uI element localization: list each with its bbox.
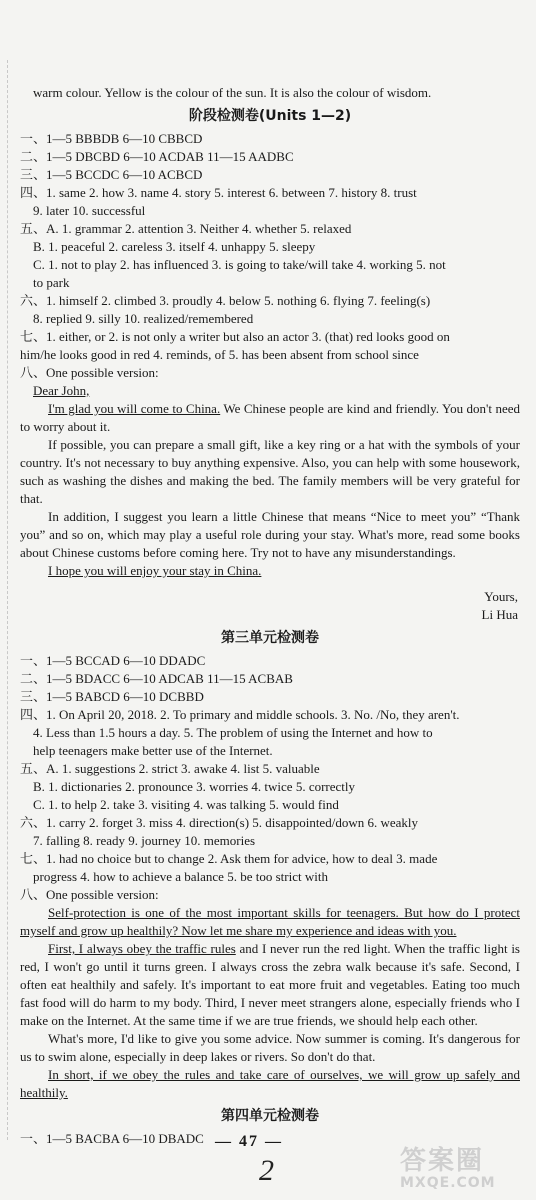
answer-line: 六、1. himself 2. climbed 3. proudly 4. below 5. nothing 6. flying 7. feeling(s): [20, 293, 431, 308]
answer-line: to park: [33, 275, 70, 290]
answer-line: C. 1. not to play 2. has influenced 3. is going to take/will take 4. working 5. not: [33, 257, 446, 272]
handwritten-mark: 2: [259, 1154, 274, 1187]
answer-line: 五、A. 1. grammar 2. attention 3. Neither 4. whether 5. relaxed: [20, 221, 352, 236]
underlined-sentence: Self-protection is one of the most important skills for teenagers. But how do I protect myself and grow up healthily? Now let me share my experience and ideas with you.: [20, 905, 520, 938]
answer-line: 三、1—5 BCCDC 6—10 ACBCD: [20, 167, 203, 182]
underlined-sentence: In short, if we obey the rules and take care of ourselves, we will grow up safely and healthily.: [20, 1067, 520, 1100]
answer-line: help teenagers make better use of the Internet.: [33, 743, 273, 758]
page-content: [20, 84, 520, 1148]
answer-line: 八、One possible version:: [20, 365, 159, 380]
answer-line: 四、1. On April 20, 2018. 2. To primary and middle schools. 3. No. /No, they aren't.: [20, 707, 460, 722]
answer-line: 七、1. had no choice but to change 2. Ask them for advice, how to deal 3. made: [20, 851, 438, 866]
letter-signature: Li Hua: [481, 607, 518, 622]
answer-line: 七、1. either, or 2. is not only a writer but also an actor 3. (that) red looks good on: [20, 329, 450, 344]
underlined-sentence: I'm glad you will come to China.: [48, 401, 221, 416]
answer-line: progress 4. how to achieve a balance 5. be too strict with: [33, 869, 328, 884]
binding-gutter-line: [7, 60, 8, 1140]
letter-closing: Yours,: [484, 589, 518, 604]
section-title-unit-3: 第三单元检测卷: [221, 630, 319, 646]
answer-line: 二、1—5 DBCBD 6—10 ACDAB 11—15 AADBC: [20, 149, 294, 164]
essay-paragraph: [20, 940, 520, 1030]
essay-paragraph: [20, 400, 520, 436]
answer-line: 五、A. 1. suggestions 2. strict 3. awake 4. list 5. valuable: [20, 761, 320, 776]
essay-paragraph: [20, 1066, 520, 1102]
answer-line: 八、One possible version:: [20, 887, 159, 902]
site-watermark-logo: [400, 1140, 530, 1196]
essay-paragraph: If possible, you can prepare a small gift, like a key ring or a hat with the symbols of your country. It's not necessary to buy anything expensive. Also, you can help with some housework, such as washing the dishes and making the bed. The family members will be very grateful for that.: [20, 437, 520, 506]
answer-line: 8. replied 9. silly 10. realized/remembered: [33, 311, 254, 326]
answer-line: 9. later 10. successful: [33, 203, 146, 218]
sentence: We Chinese people are kind and friendly. You don't need to worry about it.: [20, 401, 520, 434]
underlined-sentence: I hope you will enjoy your stay in China.: [48, 563, 262, 578]
page-number: — 47 —: [215, 1133, 283, 1150]
essay-paragraph: In addition, I suggest you learn a little Chinese that means “Nice to meet you” “Thank you” and so on, which may play a useful role during your stay. What's more, read some books about Chinese customs before coming here. Try not to have any misunderstandings.: [20, 509, 520, 560]
essay-paragraph: [20, 904, 520, 940]
answer-line: B. 1. peaceful 2. careless 3. itself 4. unhappy 5. sleepy: [33, 239, 316, 254]
answer-line: him/he looks good in red 4. reminds, of 5. has been absent from school since: [20, 347, 419, 362]
watermark-text-top: 答案圈: [400, 1146, 485, 1176]
answer-line: C. 1. to help 2. take 3. visiting 4. was talking 5. would find: [33, 797, 339, 812]
answer-line: 7. falling 8. ready 9. journey 10. memories: [33, 833, 256, 848]
letter-greeting: Dear John,: [33, 383, 90, 398]
answer-line: 一、1—5 BBBDB 6—10 CBBCD: [20, 131, 203, 146]
sentence: and I never run the red light. When the traffic light is red, I won't go until it turns green. I always cross the zebra walk because it's safe. Second, I often eat healthily and safely. It's important to eat more fruit and vegetables. Eating too much fast food will do harm to my body. Third, I never meet strangers alone, especially friends who I make on the Internet. At the same time if we are true friends, we should help each other.: [20, 941, 520, 1028]
answer-line: 一、1—5 BACBA 6—10 DBADC: [20, 1131, 204, 1146]
answer-line: 六、1. carry 2. forget 3. miss 4. direction(s) 5. disappointed/down 6. weakly: [20, 815, 418, 830]
answer-line: B. 1. dictionaries 2. pronounce 3. worries 4. twice 5. correctly: [33, 779, 356, 794]
section-title-unit-4: 第四单元检测卷: [221, 1108, 319, 1124]
answer-line: 三、1—5 BABCD 6—10 DCBBD: [20, 689, 204, 704]
underlined-sentence: First, I always obey the traffic rules: [48, 941, 236, 956]
section-title-units-1-2: 阶段检测卷(Units 1—2): [188, 108, 352, 124]
answer-line: 4. Less than 1.5 hours a day. 5. The problem of using the Internet and how to: [33, 725, 433, 740]
essay-paragraph: What's more, I'd like to give you some advice. Now summer is coming. It's dangerous for us to swim alone, especially in deep lakes or rivers. So don't do that.: [20, 1031, 520, 1064]
answer-line: 四、1. same 2. how 3. name 4. story 5. interest 6. between 7. history 8. trust: [20, 185, 417, 200]
watermark-text-bottom: MXQE.COM: [400, 1175, 496, 1191]
intro-line: warm colour. Yellow is the colour of the sun. It is also the colour of wisdom.: [33, 85, 432, 100]
essay-paragraph: [20, 562, 520, 580]
answer-line: 一、1—5 BCCAD 6—10 DDADC: [20, 653, 206, 668]
answer-line: 二、1—5 BDACC 6—10 ADCAB 11—15 ACBAB: [20, 671, 293, 686]
